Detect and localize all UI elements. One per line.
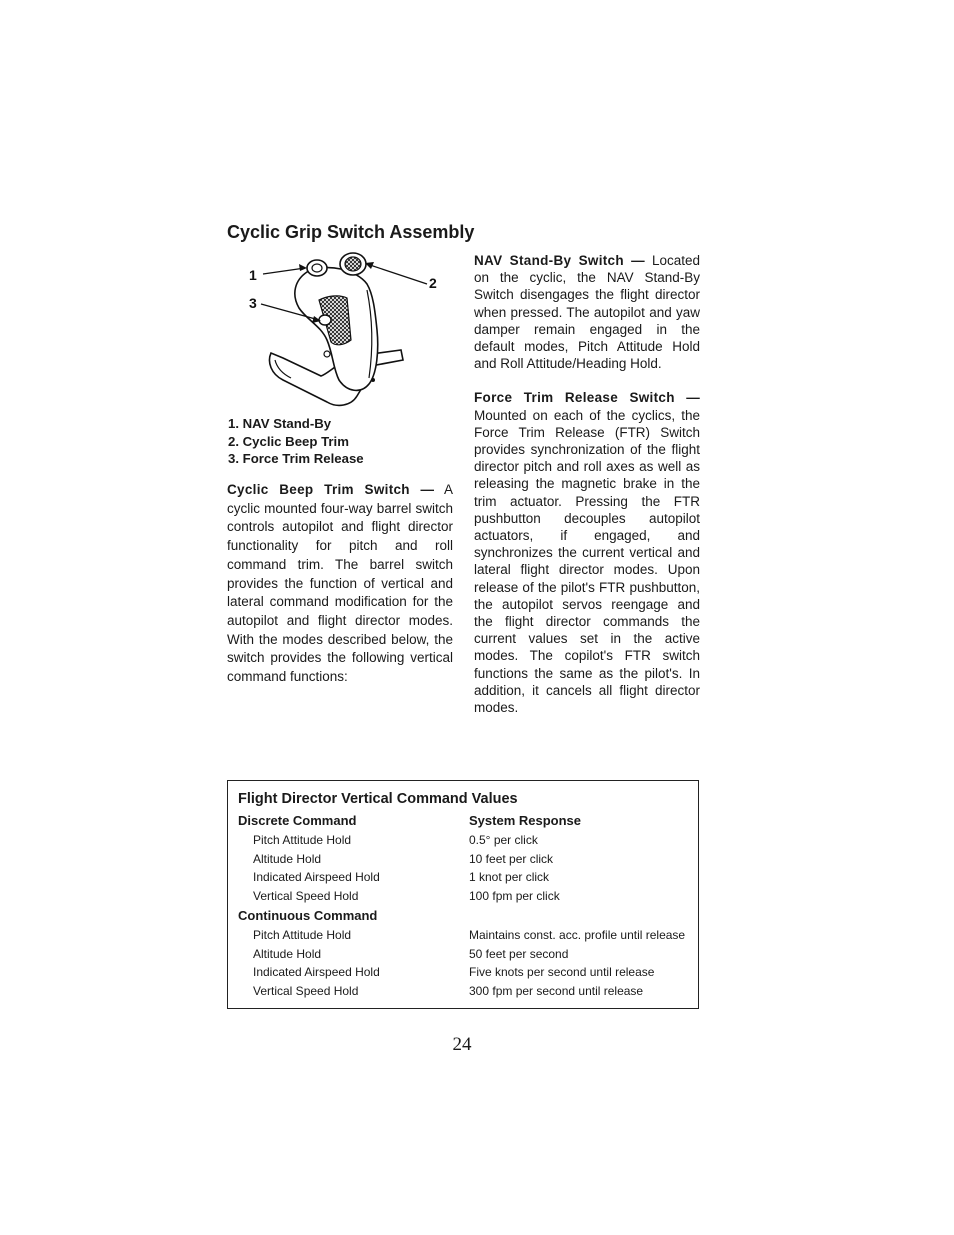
table-row-mode: Pitch Attitude Hold xyxy=(253,833,352,847)
discrete-command-header: Discrete Command xyxy=(238,813,357,828)
callout-3: 3 xyxy=(249,295,257,311)
table-row-mode: Pitch Attitude Hold xyxy=(253,928,352,942)
system-response-header: System Response xyxy=(469,813,581,828)
table-row-response: 10 feet per click xyxy=(469,852,554,866)
cyclic-grip-illustration-icon xyxy=(227,250,462,425)
table-row-mode: Vertical Speed Hold xyxy=(253,984,359,998)
table-row-response: Five knots per second until release xyxy=(469,965,655,979)
figure-legend xyxy=(228,415,364,468)
section-title: Cyclic Grip Switch Assembly xyxy=(227,222,475,242)
callout-1: 1 xyxy=(249,267,257,283)
table-row-response: 50 feet per second xyxy=(469,947,569,961)
table-row-mode: Altitude Hold xyxy=(253,852,322,866)
table-row-mode: Altitude Hold xyxy=(253,947,322,961)
table-row-mode: Vertical Speed Hold xyxy=(253,889,359,903)
force-trim-body: Mounted on each of the cyclics, the Force Trim Release (FTR) Switch provides synchronization of the flight director pitch and roll axes as well as releasing the magnetic brake in the trim actuator. Pressing the FTR pushbutton decouples autopilot actuators, if engaged, and synchronizes the current vertical and lateral flight director modes. Upon release of the pilot's FTR pushbutton, the autopilot servos reengage and the flight director commands the current values set in the active modes. The copilot's FTR switch functions the same as the pilot's. In addition, it cancels all flight director modes. xyxy=(474,407,700,716)
nav-standby-paragraph xyxy=(474,252,700,372)
table-row-response: 300 fpm per second until release xyxy=(469,984,644,998)
table-row-mode: Indicated Airspeed Hold xyxy=(253,870,380,884)
table-row-response: 100 fpm per click xyxy=(469,889,560,903)
table-row-response: 1 knot per click xyxy=(469,870,550,884)
nav-standby-heading: NAV Stand-By Switch — xyxy=(474,253,645,268)
cyclic-beep-heading: Cyclic Beep Trim Switch — xyxy=(227,482,435,497)
cyclic-beep-body: A cyclic mounted four-way barrel switch controls autopilot and flight director functionality for pitch and roll command trim. The barrel switch provides the function of vertical and lateral command modification for the autopilot and flight director modes. With the modes described below, the switch provides the following vertical command functions: xyxy=(227,482,453,685)
page-number: 24 xyxy=(452,1034,472,1055)
table-row-response: Maintains const. acc. profile until release xyxy=(469,928,686,942)
table-title: Flight Director Vertical Command Values xyxy=(238,791,518,807)
table-row-mode: Indicated Airspeed Hold xyxy=(253,965,380,979)
table-row-response: 0.5° per click xyxy=(469,833,538,847)
cyclic-grip-figure xyxy=(227,250,462,425)
legend-item: 2. Cyclic Beep Trim xyxy=(228,433,349,449)
nav-standby-body: Located on the cyclic, the NAV Stand-By Switch disengages the flight director when pressed. The autopilot and yaw damper remain engaged in the default modes, Pitch Attitude Hold and Roll Attitude/Heading Hold. xyxy=(474,253,700,372)
callout-2: 2 xyxy=(429,275,437,291)
command-values-table xyxy=(227,780,699,1009)
legend-item: 3. Force Trim Release xyxy=(228,451,364,466)
right-column xyxy=(474,252,700,716)
force-trim-paragraph xyxy=(474,389,700,716)
cyclic-beep-paragraph xyxy=(227,481,453,687)
force-trim-heading: Force Trim Release Switch — xyxy=(474,390,700,406)
continuous-command-header: Continuous Command xyxy=(238,908,378,923)
legend-item: 1. NAV Stand-By xyxy=(228,416,332,431)
